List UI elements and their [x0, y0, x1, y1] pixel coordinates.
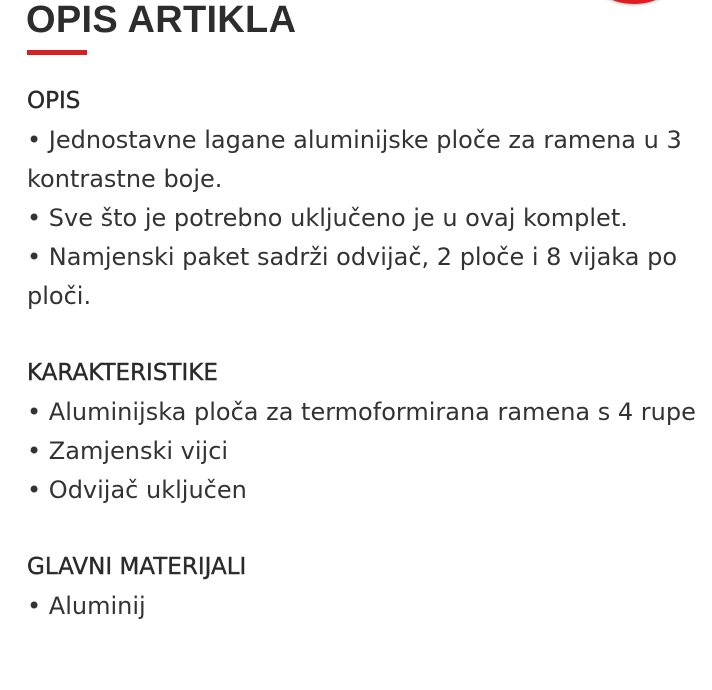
- bullet-list: [27, 587, 697, 626]
- list-item: • Zamjenski vijci: [27, 432, 697, 471]
- list-item: • Odvijač uključen: [27, 471, 697, 510]
- section-karakteristike: [27, 354, 697, 510]
- list-item: • Aluminij: [27, 587, 697, 626]
- section-heading: KARAKTERISTIKE: [27, 360, 218, 386]
- list-item: • Sve što je potrebno uključeno je u ovaj komplet.: [27, 199, 697, 238]
- bullet-list: [27, 393, 697, 510]
- section-opis: [27, 82, 697, 316]
- list-item: • Aluminijska ploča za termoformirana ramena s 4 rupe: [27, 393, 697, 432]
- section-heading: GLAVNI MATERIJALI: [27, 554, 247, 580]
- article-description: [27, 82, 697, 664]
- bullet-list: [27, 121, 697, 316]
- page-title: OPIS ARTIKLA: [26, 0, 297, 41]
- list-item: • Namjenski paket sadrži odvijač, 2 ploče i 8 vijaka po ploči.: [27, 238, 697, 316]
- title-underline: [27, 50, 87, 55]
- floating-action-button[interactable]: [598, 0, 670, 4]
- section-glavni-materijali: [27, 548, 697, 626]
- section-heading: OPIS: [27, 88, 81, 114]
- list-item: • Jednostavne lagane aluminijske ploče za ramena u 3 kontrastne boje.: [27, 121, 697, 199]
